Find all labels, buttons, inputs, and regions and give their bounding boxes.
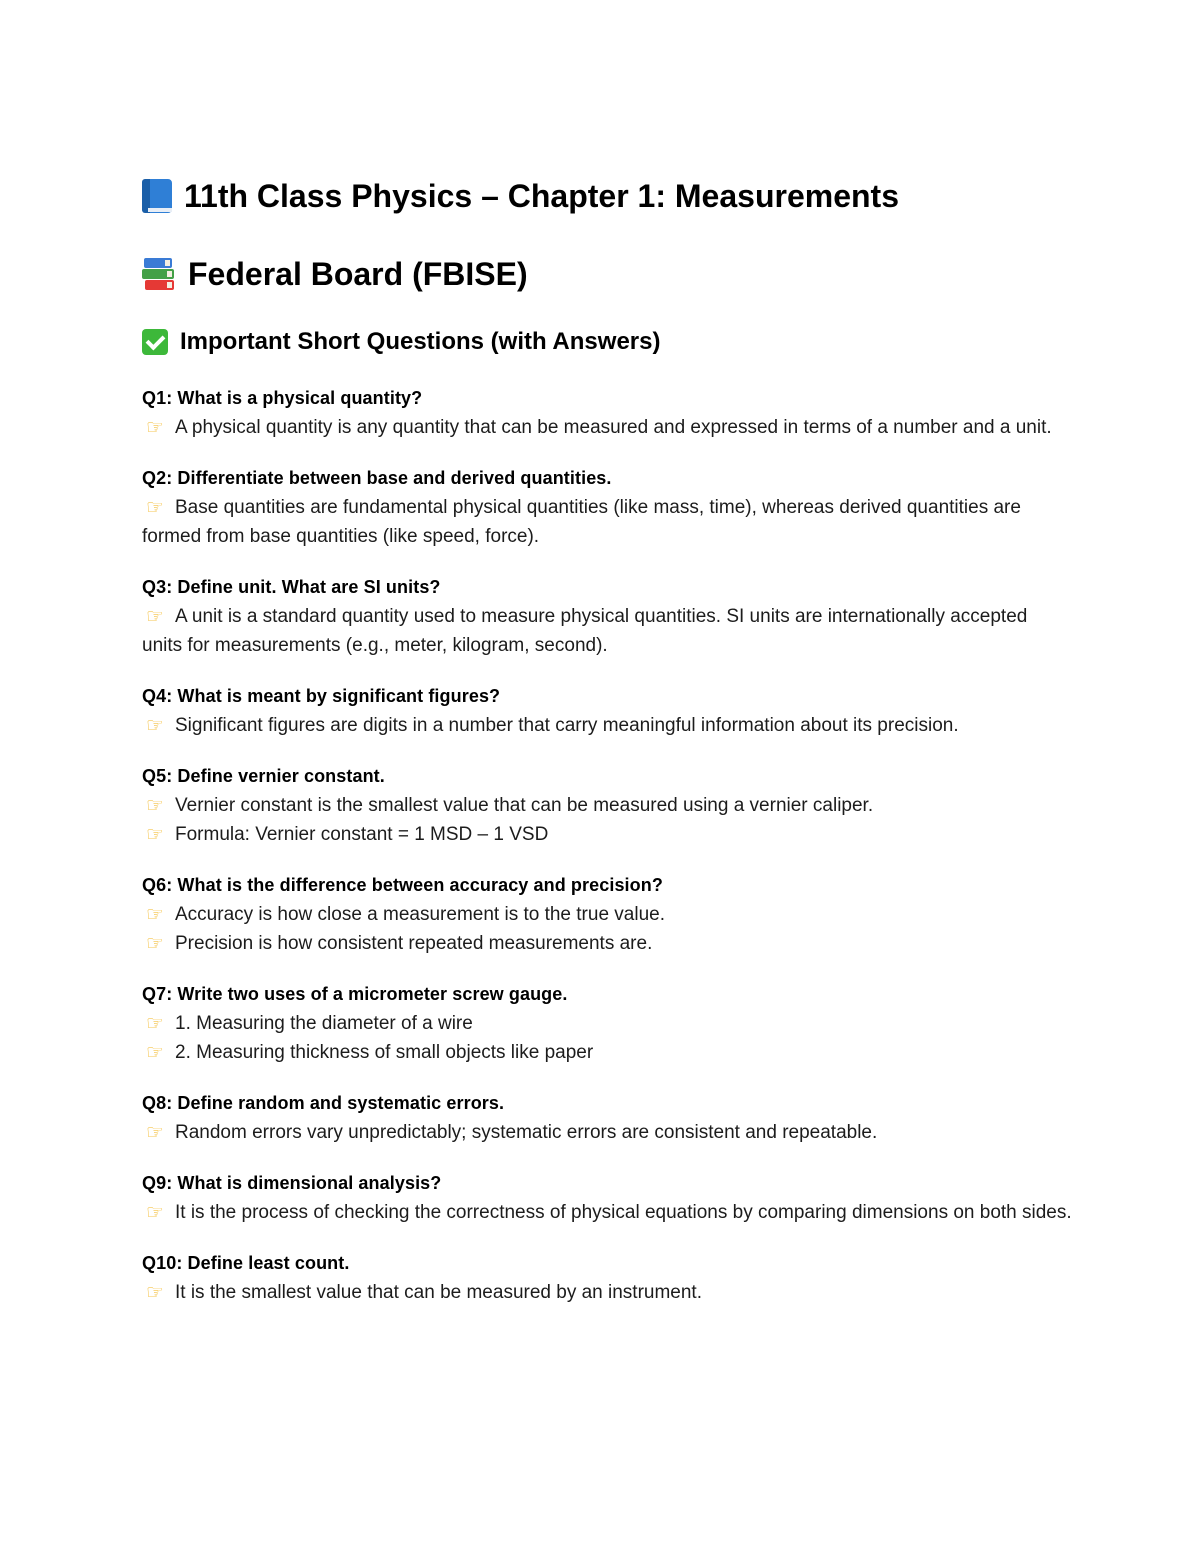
qa-list (142, 384, 1072, 1307)
qa-item (142, 384, 1072, 442)
stacked-books-icon (142, 257, 176, 291)
pointing-hand-icon: ☞ (146, 795, 164, 817)
answer-line (142, 1118, 1072, 1147)
board-heading (142, 248, 1072, 300)
qa-item (142, 682, 1072, 740)
pointing-hand-icon: ☞ (146, 606, 164, 628)
qa-item (142, 573, 1072, 660)
answer-text: Significant figures are digits in a number that carry meaningful information about its precision. (175, 715, 959, 736)
answer-text: It is the smallest value that can be measured by an instrument. (175, 1282, 702, 1303)
question-text: Q6: What is the difference between accuracy and precision? (142, 875, 663, 895)
qa-item (142, 1089, 1072, 1147)
answer-line (142, 900, 1072, 929)
document-content (142, 170, 1072, 1307)
answer-text: It is the process of checking the correctness of physical equations by comparing dimensions on both sides. (175, 1202, 1072, 1223)
pointing-hand-icon: ☞ (146, 1122, 164, 1144)
answer-text: Random errors vary unpredictably; systematic errors are consistent and repeatable. (175, 1122, 878, 1143)
answer-line (142, 413, 1072, 442)
pointing-hand-icon: ☞ (146, 1202, 164, 1224)
answer-text: A physical quantity is any quantity that can be measured and expressed in terms of a number and a unit. (175, 417, 1052, 438)
qa-item (142, 464, 1072, 551)
answer-line (142, 1278, 1072, 1307)
qa-item (142, 871, 1072, 958)
pointing-hand-icon: ☞ (146, 1282, 164, 1304)
answer-line (142, 493, 1072, 551)
pointing-hand-icon: ☞ (146, 824, 164, 846)
pointing-hand-icon: ☞ (146, 715, 164, 737)
answer-text: Vernier constant is the smallest value that can be measured using a vernier caliper. (175, 795, 874, 816)
pointing-hand-icon: ☞ (146, 497, 164, 519)
pointing-hand-icon: ☞ (146, 1042, 164, 1064)
question-text: Q2: Differentiate between base and derived quantities. (142, 468, 612, 488)
answer-line (142, 929, 1072, 958)
answer-line (142, 711, 1072, 740)
page-title (142, 170, 1072, 222)
check-mark-icon (142, 329, 168, 355)
answer-text: Accuracy is how close a measurement is to the true value. (175, 904, 666, 925)
answer-text: 1. Measuring the diameter of a wire (175, 1013, 473, 1034)
section-heading (142, 322, 1072, 362)
answer-line (142, 602, 1072, 660)
answer-text: Base quantities are fundamental physical quantities (like mass, time), whereas derived quantities are formed from base quantities (like speed, force). (142, 497, 1021, 547)
question-text: Q10: Define least count. (142, 1253, 350, 1273)
question-text: Q1: What is a physical quantity? (142, 388, 423, 408)
pointing-hand-icon: ☞ (146, 1013, 164, 1035)
qa-item (142, 980, 1072, 1067)
question-text: Q9: What is dimensional analysis? (142, 1173, 442, 1193)
question-text: Q5: Define vernier constant. (142, 766, 385, 786)
answer-text: Formula: Vernier constant = 1 MSD – 1 VSD (175, 824, 549, 845)
answer-text: 2. Measuring thickness of small objects like paper (175, 1042, 594, 1063)
pointing-hand-icon: ☞ (146, 904, 164, 926)
board-heading-text: Federal Board (FBISE) (188, 256, 528, 292)
section-heading-text: Important Short Questions (with Answers) (180, 328, 661, 355)
qa-item (142, 1249, 1072, 1307)
pointing-hand-icon: ☞ (146, 933, 164, 955)
pointing-hand-icon: ☞ (146, 417, 164, 439)
qa-item (142, 1169, 1072, 1227)
answer-line (142, 1009, 1072, 1038)
answer-line (142, 791, 1072, 820)
answer-line (142, 820, 1072, 849)
qa-item (142, 762, 1072, 849)
answer-line (142, 1038, 1072, 1067)
question-text: Q7: Write two uses of a micrometer screw gauge. (142, 984, 568, 1004)
question-text: Q8: Define random and systematic errors. (142, 1093, 505, 1113)
answer-line (142, 1198, 1072, 1227)
answer-text: Precision is how consistent repeated measurements are. (175, 933, 653, 954)
blue-book-icon (142, 179, 172, 213)
page-title-text: 11th Class Physics – Chapter 1: Measurements (184, 178, 899, 214)
question-text: Q3: Define unit. What are SI units? (142, 577, 441, 597)
question-text: Q4: What is meant by significant figures? (142, 686, 501, 706)
answer-text: A unit is a standard quantity used to measure physical quantities. SI units are internationally accepted units for measurements (e.g., meter, kilogram, second). (142, 606, 1028, 656)
